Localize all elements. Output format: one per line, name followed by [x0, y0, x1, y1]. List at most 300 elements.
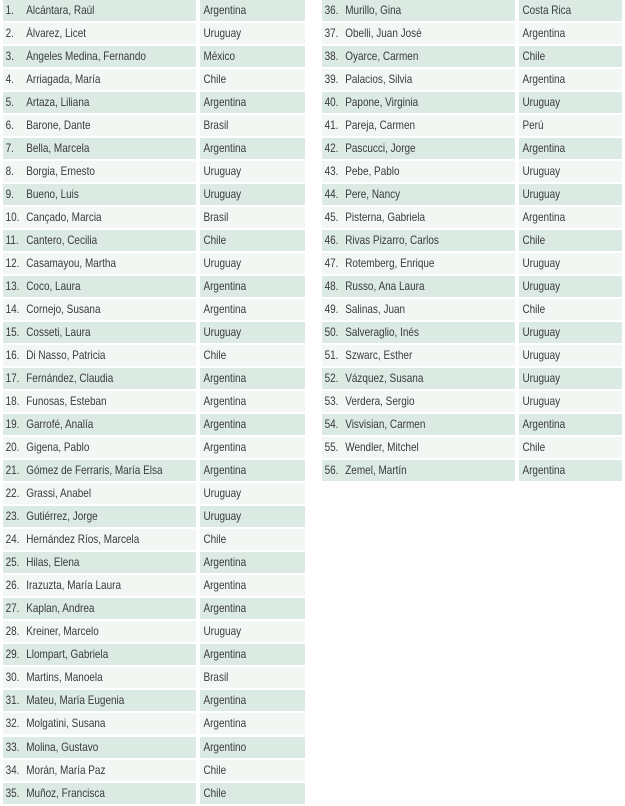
country-name: Argentina: [522, 27, 566, 41]
person-name: Salveraglio, Inés: [345, 326, 419, 340]
country-name: Costa Rica: [522, 4, 572, 17]
person-name: Álvarez, Licet: [26, 27, 87, 41]
row-number: 6.: [5, 119, 14, 133]
name-cell: [3, 69, 196, 90]
name-text-wrap: [322, 211, 425, 224]
name-text-wrap: [3, 556, 79, 569]
table-row: [3, 276, 305, 297]
name-cell: [3, 437, 196, 458]
row-number: 10.: [5, 211, 20, 225]
row-number: 4.: [5, 73, 14, 87]
country-name: Uruguay: [203, 510, 242, 524]
row-number: 46.: [324, 234, 339, 248]
name-cell: [3, 737, 196, 758]
name-cell: [3, 253, 196, 274]
name-cell: [3, 760, 196, 781]
country-name: Chile: [203, 234, 227, 248]
person-name: Barone, Dante: [26, 119, 91, 133]
name-text-wrap: [322, 165, 400, 178]
name-text-wrap: [3, 372, 113, 385]
row-number: 9.: [5, 188, 14, 202]
row-number: 27.: [5, 602, 20, 616]
table-row: [322, 138, 625, 159]
country-cell: [200, 760, 305, 781]
country-name: Uruguay: [203, 27, 242, 41]
person-name: Vázquez, Susana: [345, 372, 424, 386]
country-name: Uruguay: [522, 165, 561, 179]
name-cell: [3, 299, 196, 320]
country-name: México: [203, 50, 236, 64]
name-text-wrap: [3, 73, 100, 86]
name-cell: [3, 783, 196, 804]
name-cell: [322, 92, 515, 113]
row-number: 3.: [5, 50, 14, 64]
country-name: Argentina: [203, 303, 247, 317]
person-name: Visvisian, Carmen: [345, 418, 426, 432]
table-row: [3, 69, 305, 90]
country-name: Uruguay: [522, 395, 561, 409]
name-cell: [322, 161, 515, 182]
person-name: Mateu, María Eugenia: [26, 694, 125, 708]
table-row: [322, 184, 625, 205]
country-name: Chile: [522, 234, 546, 248]
country-name: Uruguay: [203, 165, 242, 179]
name-cell: [322, 414, 515, 435]
row-number: 30.: [5, 671, 20, 685]
row-number: 2.: [5, 27, 14, 41]
table-row: [3, 437, 305, 458]
name-text-wrap: [322, 27, 422, 40]
row-number: 37.: [324, 27, 339, 41]
person-name: Alcántara, Raúl: [26, 4, 95, 17]
person-name: Casamayou, Martha: [26, 257, 116, 271]
person-name: Szwarc, Esther: [345, 349, 413, 363]
row-number: 54.: [324, 418, 339, 432]
country-cell: [200, 783, 305, 804]
row-number: 8.: [5, 165, 14, 179]
country-name: Uruguay: [203, 487, 242, 501]
name-text-wrap: [322, 50, 418, 63]
row-number: 51.: [324, 349, 339, 363]
table-row: [3, 23, 305, 44]
table-row: [3, 690, 305, 711]
person-name: Coco, Laura: [26, 280, 81, 294]
name-cell: [322, 437, 515, 458]
table-row: [3, 115, 305, 136]
name-cell: [322, 138, 515, 159]
country-cell: [519, 46, 622, 67]
country-cell: [200, 92, 305, 113]
country-cell: [200, 483, 305, 504]
country-name: Chile: [522, 303, 546, 317]
person-name: Zemel, Martín: [345, 464, 407, 478]
country-cell: [519, 437, 622, 458]
row-number: 20.: [5, 441, 20, 455]
country-name: Argentina: [203, 694, 247, 708]
country-name: Argentina: [203, 395, 247, 409]
row-number: 53.: [324, 395, 339, 409]
country-name: Uruguay: [203, 326, 242, 340]
row-number: 17.: [5, 372, 20, 386]
country-name: Argentino: [203, 740, 247, 754]
country-cell: [200, 69, 305, 90]
name-cell: [3, 23, 196, 44]
row-number: 34.: [5, 763, 20, 777]
person-name: Pisterna, Gabriela: [345, 211, 426, 225]
name-cell: [322, 207, 515, 228]
country-cell: [200, 667, 305, 688]
country-name: Chile: [203, 73, 227, 87]
country-cell: [200, 552, 305, 573]
person-name: Garrofé, Analía: [26, 418, 94, 432]
row-number: 48.: [324, 280, 339, 294]
name-text-wrap: [3, 326, 91, 339]
person-name: Cosseti, Laura: [26, 326, 91, 340]
country-cell: [519, 299, 622, 320]
name-text-wrap: [322, 96, 418, 109]
table-row: [3, 368, 305, 389]
name-text-wrap: [3, 533, 139, 546]
person-name: Fernández, Claudia: [26, 372, 114, 386]
country-name: Uruguay: [522, 280, 561, 294]
person-name: Arriagada, María: [26, 73, 101, 87]
country-cell: [519, 23, 622, 44]
table-row: [3, 783, 305, 804]
person-name: Gutiérrez, Jorge: [26, 510, 98, 524]
row-number: 49.: [324, 303, 339, 317]
country-cell: [200, 299, 305, 320]
name-cell: [322, 115, 515, 136]
name-cell: [3, 46, 196, 67]
person-name: Russo, Ana Laura: [345, 280, 425, 294]
name-text-wrap: [3, 4, 94, 17]
name-cell: [322, 69, 515, 90]
country-cell: [200, 621, 305, 642]
person-name: Martins, Manoela: [26, 671, 103, 685]
country-cell: [200, 460, 305, 481]
country-name: Chile: [522, 50, 546, 64]
row-number: 23.: [5, 510, 20, 524]
row-number: 44.: [324, 188, 339, 202]
table-row: [3, 161, 305, 182]
name-text-wrap: [3, 395, 107, 408]
country-name: Brasil: [203, 671, 229, 685]
person-name: Cançado, Marcia: [26, 211, 102, 225]
row-number: 55.: [324, 441, 339, 455]
table-row: [3, 299, 305, 320]
row-number: 36.: [324, 4, 339, 17]
name-text-wrap: [3, 625, 99, 638]
person-name: Rotemberg, Enrique: [345, 257, 435, 271]
table-row: [322, 414, 625, 435]
country-name: Argentina: [203, 441, 247, 455]
table-row: [3, 460, 305, 481]
name-cell: [322, 253, 515, 274]
name-cell: [3, 529, 196, 550]
person-name: Murillo, Gina: [345, 4, 402, 17]
row-number: 29.: [5, 648, 20, 662]
name-cell: [3, 115, 196, 136]
table-row: [3, 230, 305, 251]
name-cell: [322, 391, 515, 412]
table-row: [322, 345, 625, 366]
country-name: Argentina: [522, 464, 566, 478]
person-name: Pareja, Carmen: [345, 119, 416, 133]
table-row: [3, 529, 305, 550]
country-cell: [519, 276, 622, 297]
row-number: 50.: [324, 326, 339, 340]
table-row: [3, 760, 305, 781]
country-name: Perú: [522, 119, 544, 133]
table-row: [3, 207, 305, 228]
country-cell: [519, 345, 622, 366]
table-row: [3, 138, 305, 159]
name-cell: [3, 92, 196, 113]
table-row: [322, 92, 625, 113]
name-cell: [3, 713, 196, 734]
table-row: [3, 322, 305, 343]
row-number: 21.: [5, 464, 20, 478]
row-number: 52.: [324, 372, 339, 386]
person-name: Palacios, Silvia: [345, 73, 413, 87]
country-cell: [200, 437, 305, 458]
name-text-wrap: [322, 395, 415, 408]
table-row: [3, 737, 305, 758]
row-number: 35.: [5, 786, 20, 800]
country-name: Chile: [203, 763, 227, 777]
table-row: [322, 253, 625, 274]
country-cell: [519, 184, 622, 205]
row-number: 28.: [5, 625, 20, 639]
country-cell: [519, 161, 622, 182]
row-number: 25.: [5, 556, 20, 570]
country-cell: [200, 737, 305, 758]
table-row: [3, 575, 305, 596]
name-cell: [3, 207, 196, 228]
country-name: Argentina: [522, 73, 566, 87]
table-row: [3, 483, 305, 504]
person-name: Oyarce, Carmen: [345, 50, 419, 64]
country-cell: [519, 207, 622, 228]
country-cell: [200, 46, 305, 67]
country-name: Brasil: [203, 119, 229, 133]
country-cell: [200, 598, 305, 619]
country-name: Argentina: [203, 717, 247, 731]
person-name: Bella, Marcela: [26, 142, 90, 156]
person-name: Salinas, Juan: [345, 303, 406, 317]
country-name: Uruguay: [522, 326, 561, 340]
table-row: [3, 506, 305, 527]
country-name: Chile: [203, 533, 227, 547]
row-number: 33.: [5, 740, 20, 754]
name-text-wrap: [322, 234, 439, 247]
person-name: Bueno, Luis: [26, 188, 79, 202]
table-row: [3, 598, 305, 619]
name-cell: [3, 391, 196, 412]
country-cell: [200, 115, 305, 136]
left-column: [3, 0, 305, 806]
name-text-wrap: [3, 188, 79, 201]
name-cell: [322, 460, 515, 481]
name-text-wrap: [3, 50, 146, 63]
country-cell: [200, 391, 305, 412]
person-name: Hilas, Elena: [26, 556, 80, 570]
country-cell: [200, 529, 305, 550]
country-cell: [200, 322, 305, 343]
country-cell: [519, 230, 622, 251]
name-text-wrap: [3, 579, 121, 592]
country-name: Uruguay: [522, 257, 561, 271]
country-name: Chile: [522, 441, 546, 455]
row-number: 14.: [5, 303, 20, 317]
row-number: 19.: [5, 418, 20, 432]
name-text-wrap: [322, 326, 419, 339]
name-text-wrap: [322, 4, 401, 17]
name-cell: [3, 552, 196, 573]
country-cell: [519, 460, 622, 481]
country-cell: [200, 184, 305, 205]
name-text-wrap: [322, 280, 424, 293]
person-name: Molgatini, Susana: [26, 717, 106, 731]
row-number: 56.: [324, 464, 339, 478]
table-row: [322, 115, 625, 136]
name-cell: [3, 368, 196, 389]
country-cell: [200, 276, 305, 297]
country-name: Argentina: [203, 142, 247, 156]
row-number: 40.: [324, 96, 339, 110]
table-row: [3, 713, 305, 734]
table-row: [322, 322, 625, 343]
name-cell: [322, 230, 515, 251]
name-cell: [322, 184, 515, 205]
table-row: [3, 184, 305, 205]
person-name: Rivas Pizarro, Carlos: [345, 234, 439, 248]
row-number: 13.: [5, 280, 20, 294]
country-cell: [519, 253, 622, 274]
country-cell: [200, 575, 305, 596]
country-cell: [200, 23, 305, 44]
name-text-wrap: [322, 119, 415, 132]
name-cell: [3, 598, 196, 619]
country-cell: [200, 414, 305, 435]
row-number: 24.: [5, 533, 20, 547]
name-cell: [322, 276, 515, 297]
name-text-wrap: [3, 648, 108, 661]
table-row: [3, 621, 305, 642]
country-name: Chile: [203, 786, 227, 800]
country-cell: [519, 391, 622, 412]
person-name: Artaza, Liliana: [26, 96, 90, 110]
person-name: Irazuzta, María Laura: [26, 579, 121, 593]
person-name: Verdera, Sergio: [345, 395, 415, 409]
row-number: 43.: [324, 165, 339, 179]
name-text-wrap: [3, 464, 163, 477]
country-name: Argentina: [203, 648, 247, 662]
country-cell: [200, 345, 305, 366]
name-text-wrap: [3, 142, 89, 155]
person-name: Cornejo, Susana: [26, 303, 101, 317]
name-text-wrap: [3, 96, 89, 109]
table-row: [322, 391, 625, 412]
row-number: 32.: [5, 717, 20, 731]
row-number: 1.: [5, 4, 14, 17]
row-number: 26.: [5, 579, 20, 593]
name-cell: [3, 414, 196, 435]
name-text-wrap: [322, 464, 407, 477]
table-row: [322, 69, 625, 90]
name-cell: [3, 230, 196, 251]
person-name: Kreiner, Marcelo: [26, 625, 99, 639]
country-cell: [519, 414, 622, 435]
table-row: [322, 23, 625, 44]
country-cell: [200, 690, 305, 711]
name-cell: [3, 667, 196, 688]
name-cell: [3, 644, 196, 665]
name-text-wrap: [322, 142, 416, 155]
right-column: [322, 0, 625, 483]
country-cell: [200, 506, 305, 527]
country-cell: [200, 713, 305, 734]
person-name: Pere, Nancy: [345, 188, 401, 202]
row-number: 12.: [5, 257, 20, 271]
name-text-wrap: [322, 372, 423, 385]
country-cell: [200, 0, 305, 21]
name-text-wrap: [3, 119, 91, 132]
name-cell: [322, 299, 515, 320]
row-number: 45.: [324, 211, 339, 225]
country-cell: [519, 115, 622, 136]
name-cell: [322, 322, 515, 343]
name-cell: [3, 0, 196, 21]
person-name: Cantero, Cecilia: [26, 234, 98, 248]
person-name: Grassi, Anabel: [26, 487, 92, 501]
name-cell: [3, 322, 196, 343]
table-row: [322, 276, 625, 297]
name-text-wrap: [3, 303, 101, 316]
person-name: Di Nasso, Patricia: [26, 349, 106, 363]
name-cell: [3, 483, 196, 504]
country-name: Argentina: [522, 142, 566, 156]
table-row: [3, 391, 305, 412]
country-name: Uruguay: [203, 625, 242, 639]
name-cell: [322, 368, 515, 389]
name-text-wrap: [3, 165, 95, 178]
name-cell: [3, 575, 196, 596]
country-name: Argentina: [522, 211, 566, 225]
name-text-wrap: [3, 441, 89, 454]
row-number: 39.: [324, 73, 339, 87]
country-name: Uruguay: [522, 372, 561, 386]
person-name: Gómez de Ferraris, María Elsa: [26, 464, 163, 478]
name-text-wrap: [322, 257, 434, 270]
country-name: Argentina: [203, 602, 247, 616]
name-text-wrap: [322, 188, 400, 201]
person-name: Borgia, Ernesto: [26, 165, 95, 179]
table-row: [322, 0, 625, 21]
table-row: [3, 253, 305, 274]
name-cell: [3, 276, 196, 297]
country-cell: [200, 138, 305, 159]
country-name: Chile: [203, 349, 227, 363]
country-name: Uruguay: [203, 188, 242, 202]
table-row: [322, 46, 625, 67]
country-cell: [519, 138, 622, 159]
country-name: Uruguay: [203, 257, 242, 271]
name-text-wrap: [322, 73, 412, 86]
person-name: Pascucci, Jorge: [345, 142, 416, 156]
country-name: Uruguay: [522, 188, 561, 202]
country-cell: [200, 368, 305, 389]
